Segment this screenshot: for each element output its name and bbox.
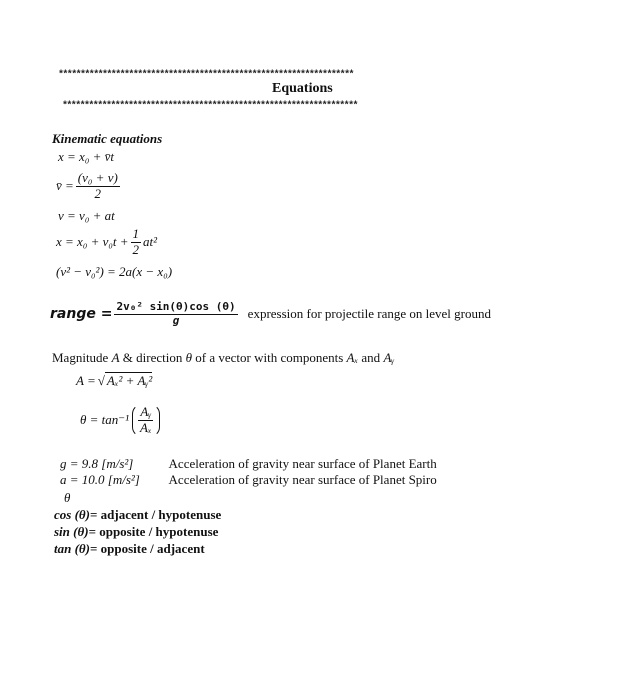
range-equation (50, 301, 491, 327)
vector-heading-text-3: of a vector with components (195, 350, 344, 365)
trig-sin-fn: sin (θ) (54, 524, 89, 539)
sqrt-sign-icon: √ (97, 372, 105, 388)
half-numerator: 1 (132, 226, 140, 241)
magnitude-lhs: A = (76, 372, 96, 388)
range-denominator: g (172, 313, 180, 327)
avg-velocity-lhs: v̄ = (56, 178, 74, 194)
trig-tan-line (54, 541, 205, 557)
gravity-spiro-value: a = 10.0 [m/s²] (60, 472, 140, 487)
direction-denominator: Aₓ (140, 419, 152, 435)
gravity-earth-line (60, 456, 437, 472)
kinematics-heading: Kinematic equations (52, 131, 163, 146)
vector-magnitude-eq (76, 372, 152, 389)
vector-heading-symbol-a: A (111, 350, 120, 365)
range-description: expression for projectile range on level ground (247, 306, 491, 322)
direction-numerator: Aᵧ (140, 404, 152, 419)
kinematic-eq-average-velocity (56, 171, 122, 202)
position-eq-suffix: at² (143, 234, 158, 250)
direction-parens (132, 404, 160, 437)
vector-heading-symbol-theta: θ (185, 350, 192, 365)
avg-velocity-fraction (76, 171, 120, 202)
bottom-divider: ******************************************************************* (62, 101, 357, 112)
theta-symbol: θ (64, 490, 71, 505)
avg-velocity-numerator: (v₀ + v) (77, 170, 118, 185)
gravity-spiro-line (60, 472, 437, 488)
trig-tan-fn: tan (θ) (54, 541, 90, 556)
gravity-earth-value: g = 9.8 [m/s²] (60, 456, 134, 471)
range-numerator: 2v₀² sin(θ)cos (θ) (116, 300, 236, 313)
vector-heading-symbol-ay: Aᵧ (383, 350, 395, 365)
vector-heading (52, 350, 394, 366)
trig-sin-line (54, 524, 218, 540)
direction-lhs: θ = tan⁻¹ (80, 412, 130, 428)
magnitude-radicand: Aₓ² + Aᵧ² (106, 373, 153, 388)
trig-tan-rhs: = opposite / adjacent (90, 541, 205, 556)
kinematic-eq-position-avg: x = x₀ + v̄t (58, 149, 114, 164)
gravity-earth-desc: Acceleration of gravity near surface of Planet Earth (168, 456, 437, 471)
page-title: Equations (272, 81, 333, 96)
direction-fraction (138, 405, 154, 436)
vector-heading-text-1: Magnitude (52, 350, 109, 365)
trig-sin-rhs: = opposite / hypotenuse (88, 524, 219, 539)
avg-velocity-denominator: 2 (94, 185, 102, 201)
kinematic-eq-velocity: v = v₀ + at (58, 208, 115, 223)
vector-heading-text-2: & direction (122, 350, 183, 365)
range-fraction (114, 301, 237, 327)
half-denominator: 2 (132, 241, 140, 257)
top-divider: ******************************************************************* (58, 70, 353, 81)
vector-heading-text-4: and (361, 350, 381, 365)
vector-heading-symbol-ax: Aₓ (346, 350, 359, 365)
trig-cos-rhs: = adjacent / hypotenuse (90, 507, 222, 522)
trig-cos-line (54, 507, 221, 523)
position-eq-prefix: x = x₀ + v₀t + (56, 234, 129, 250)
vector-direction-eq (80, 404, 160, 437)
trig-cos-fn: cos (θ) (54, 507, 90, 522)
kinematic-eq-timeless: (v² − v₀²) = 2a(x − x₀) (56, 264, 173, 279)
kinematic-eq-position (56, 227, 157, 258)
position-eq-half (131, 227, 142, 258)
gravity-spiro-desc: Acceleration of gravity near surface of Planet Spiro (168, 472, 437, 487)
range-lhs: range = (50, 306, 113, 323)
